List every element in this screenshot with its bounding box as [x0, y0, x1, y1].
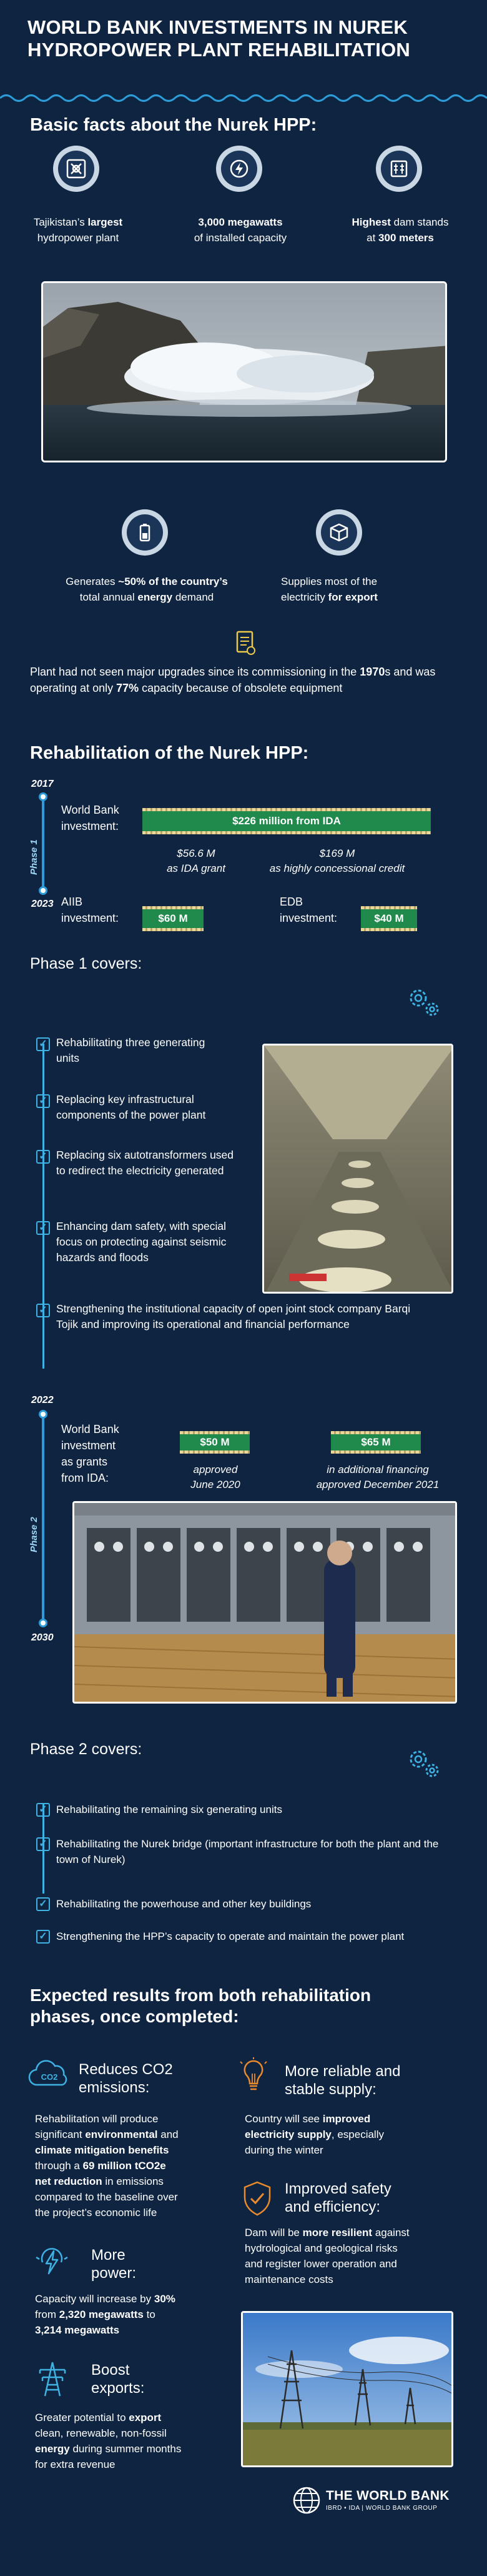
phase1-item-2: Replacing key infrastructural components of the power plant: [56, 1093, 206, 1121]
phase2-year-end: 2030: [31, 1632, 54, 1643]
control-room-photo: [72, 1501, 457, 1704]
fact-share-icon-circle: [122, 509, 168, 556]
basic-facts-heading: Basic facts about the Nurek HPP:: [30, 115, 317, 135]
phase1-checklist-line: [42, 1044, 44, 1369]
wb-investment-bar: $226 million from IDA: [142, 808, 431, 834]
gears-icon: [405, 984, 443, 1021]
power-lines-photo: [241, 2311, 453, 2467]
fact-largest-icon-circle: [53, 146, 99, 192]
phase2-check-1: ✓: [36, 1803, 50, 1817]
aiib-investment-label: AIIB investment:: [61, 896, 119, 924]
phase1-check-2: ✓: [36, 1094, 50, 1108]
ruler-icon: [388, 157, 410, 180]
co2-heading: Reduces CO2 emissions:: [79, 2061, 173, 2096]
power-heading: More power:: [91, 2247, 137, 2282]
fact-megawatts-text: 3,000 megawatts of installed capacity: [194, 216, 287, 244]
credit-amount: $169 M as highly concessional credit: [269, 847, 405, 874]
power-bolt-icon: [34, 2244, 70, 2280]
phase2-bar2-note: in additional financing approved December 2021: [316, 1464, 440, 1490]
fact-export-icon-circle: [316, 509, 362, 556]
aiib-investment-bar: $60 M: [142, 906, 204, 931]
phase2-year-start: 2022: [31, 1395, 54, 1405]
results-heading: Expected results from both rehabilitation phases, once completed:: [30, 1985, 371, 2026]
rehab-year-start: 2017: [31, 779, 54, 789]
fact-megawatts-icon-circle: [216, 146, 262, 192]
world-bank-globe-icon: [292, 2486, 321, 2515]
fact-export-text: Supplies most of the electricity for export: [281, 576, 378, 603]
wave-divider: [0, 91, 487, 105]
power-text: Capacity will increase by 30% from 2,320 megawatts to 3,214 megawatts: [35, 2293, 175, 2336]
edb-investment-bar: $40 M: [361, 906, 417, 931]
turbine-hall-photo: [262, 1044, 453, 1294]
phase1-item-5: Strengthening the institutional capacity of open joint stock company Barqi Tojik and improving its operational and financial performance: [56, 1302, 411, 1330]
phase2-check-3: ✓: [36, 1897, 50, 1911]
phase2-item-1: Rehabilitating the remaining six generating units: [56, 1804, 282, 1815]
edb-investment-label: EDB investment:: [280, 896, 338, 924]
phase1-vertical-label: Phase 1: [29, 839, 39, 875]
exports-text: Greater potential to export clean, renewable, non-fossil energy during summer months for extra revenue: [35, 2412, 182, 2470]
phase2-item-3: Rehabilitating the powerhouse and other key buildings: [56, 1898, 312, 1910]
battery-icon: [134, 521, 156, 544]
co2-cloud-icon: [27, 2056, 71, 2091]
phase1-item-3: Replacing six autotransformers used to redirect the electricity generated: [56, 1149, 234, 1177]
world-bank-logo-sub: IBRD • IDA | WORLD BANK GROUP: [326, 2505, 438, 2512]
co2-icon-label: CO2: [41, 2072, 58, 2082]
fact-share-text: Generates ~50% of the country’s total annual energy demand: [66, 576, 228, 603]
phase2-bar-50m: $50 M: [180, 1431, 250, 1454]
grant-amount: $56.6 M as IDA grant: [167, 847, 225, 874]
dam-icon: [65, 157, 87, 180]
phase2-timeline-line: [42, 1417, 44, 1620]
safety-text: Dam will be more resilient against hydrological and geological risks and register lower operation and maintenance costs: [245, 2227, 410, 2285]
phase1-heading: Phase 1 covers:: [30, 955, 142, 972]
phase2-vertical-label: Phase 2: [29, 1517, 39, 1552]
phase1-item-4: Enhancing dam safety, with special focus on protecting against seismic hazards and floods: [56, 1220, 227, 1264]
fact-height-icon-circle: [376, 146, 422, 192]
phase2-item-4: Strengthening the HPP’s capacity to operate and maintain the power plant: [56, 1930, 405, 1942]
fact-largest-text: Tajikistan’s largest hydropower plant: [33, 216, 123, 244]
exports-heading: Boost exports:: [91, 2362, 145, 2397]
safety-heading: Improved safety and efficiency:: [285, 2180, 391, 2215]
phase1-check-4: ✓: [36, 1221, 50, 1235]
phase1-item-1: Rehabilitating three generating units: [56, 1036, 205, 1064]
phase2-wb-label: World Bank investment as grants from IDA:: [61, 1423, 119, 1484]
wb-investment-label: World Bank investment:: [61, 804, 119, 832]
rehab-heading: Rehabilitation of the Nurek HPP:: [30, 743, 309, 763]
phase1-timeline-line: [42, 800, 44, 887]
supply-heading: More reliable and stable supply:: [285, 2063, 401, 2098]
phase2-dot-end: [39, 1619, 47, 1627]
phase2-check-2: ✓: [36, 1837, 50, 1851]
phase1-check-3: ✓: [36, 1150, 50, 1164]
fact-height-text: Highest dam stands at 300 meters: [352, 216, 449, 244]
world-bank-logo-name: THE WORLD BANK: [326, 2489, 450, 2503]
page-title: WORLD BANK INVESTMENTS IN NUREK HYDROPOWER PLANT REHABILITATION: [27, 16, 410, 61]
phase2-check-4: ✓: [36, 1930, 50, 1944]
timeline-dot-end: [39, 886, 47, 895]
supply-text: Country will see improved electricity supply, especially during the winter: [245, 2113, 384, 2156]
upgrade-note: Plant had not seen major upgrades since its commissioning in the 1970s and was operating at only 77% capacity because of obsolete equipment: [30, 666, 436, 694]
co2-text: Rehabilitation will produce significant environmental and climate mitigation benefits through a 69 million tCO2e net reduction in emissions compared to the baseline over the project’s economic life: [35, 2113, 179, 2219]
phase2-heading: Phase 2 covers:: [30, 1740, 142, 1758]
phase1-check-5: ✓: [36, 1304, 50, 1317]
phase2-bar1-note: approved June 2020: [190, 1464, 240, 1490]
box-export-icon: [328, 521, 350, 544]
phase2-item-2: Rehabilitating the Nurek bridge (important infrastructure for both the plant and the town of Nurek): [56, 1838, 439, 1865]
power-tower-icon: [35, 2360, 70, 2399]
nurek-dam-photo: [41, 281, 447, 462]
clipboard-document-icon: [232, 628, 257, 657]
phase2-bar-65m: $65 M: [331, 1431, 421, 1454]
rehab-year-end: 2023: [31, 899, 54, 909]
energy-icon: [228, 157, 250, 180]
gears-icon-2: [405, 1745, 443, 1782]
shield-check-icon: [241, 2180, 273, 2217]
lightbulb-icon: [240, 2057, 267, 2095]
phase1-check-1: ✓: [36, 1037, 50, 1051]
